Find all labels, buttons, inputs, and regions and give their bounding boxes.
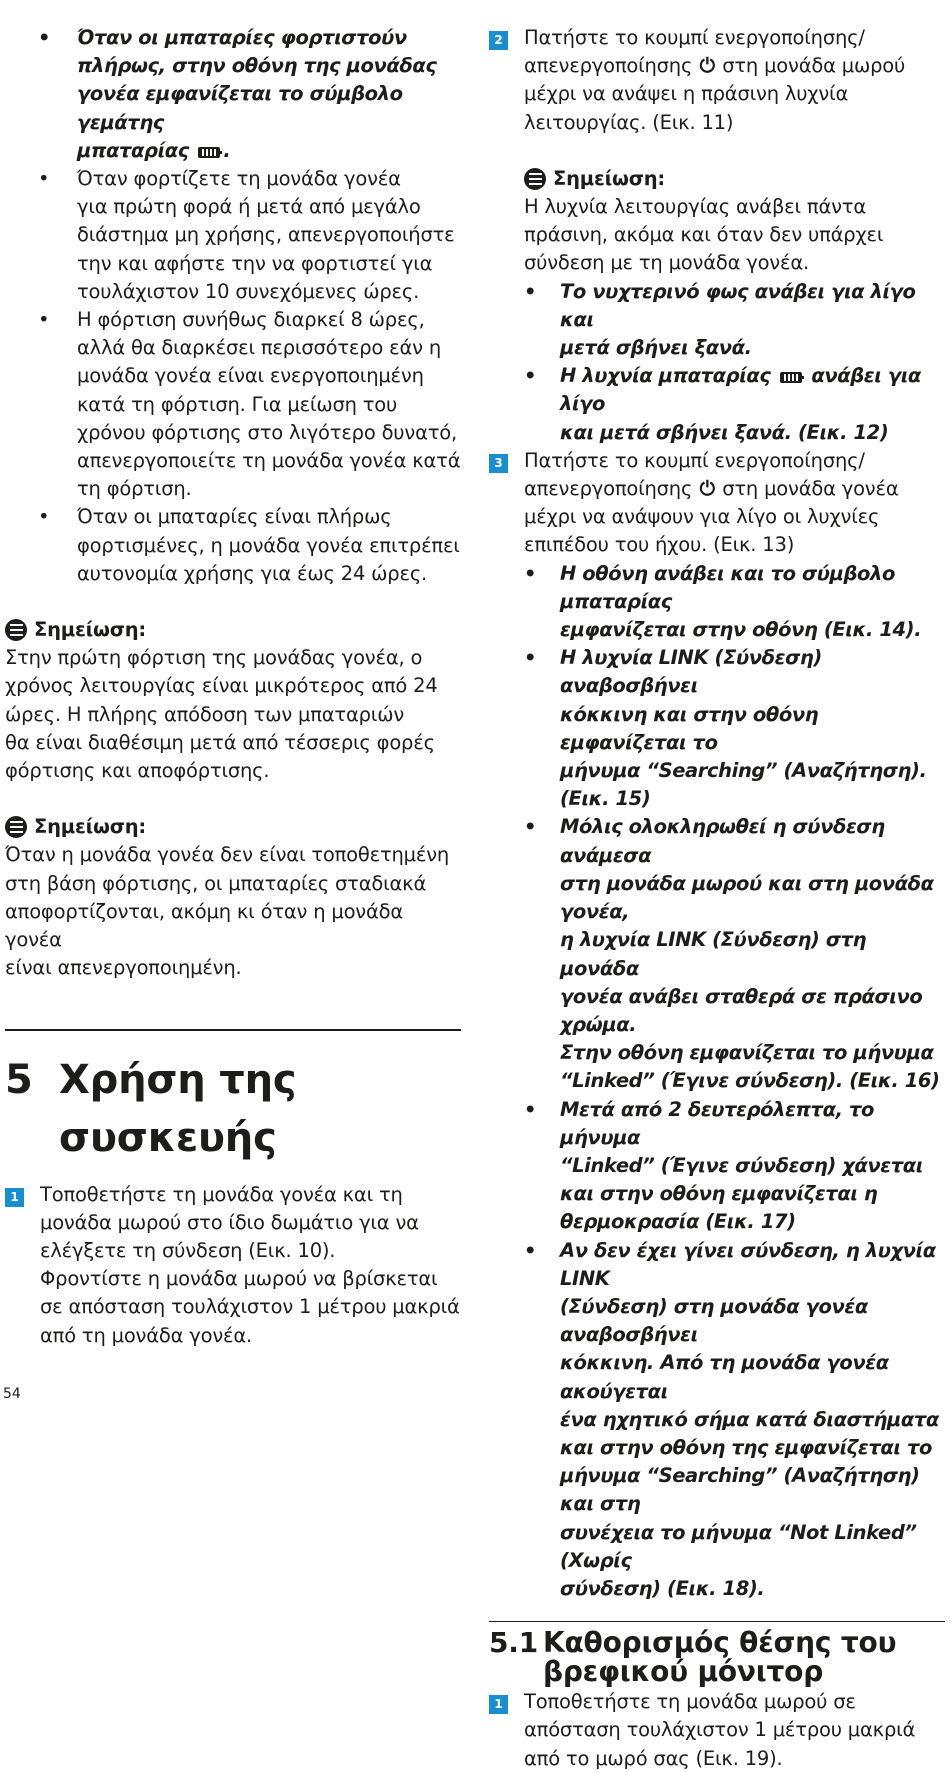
battery-icon [780, 372, 802, 383]
text-line: απενεργοποιείτε τη μονάδα γονέα κατά [77, 449, 461, 473]
note-heading: Σημείωση: [5, 813, 461, 841]
section-number: 5.1 [489, 1626, 539, 1660]
text-line: Η λυχνία λειτουργίας ανάβει πάντα [524, 195, 867, 219]
text-line: γονέα εμφανίζεται το σύμβολο γεμάτης [77, 82, 403, 134]
text-line: συνέχεια το μήνυμα “Not Linked” (Χωρίς [560, 1520, 917, 1572]
left-column [5, 24, 461, 1350]
text-line: ελέγξετε τη σύνδεση (Εικ. 10). [40, 1238, 336, 1262]
text-line: ώρες. Η πλήρης απόδοση των μπαταριών [5, 702, 405, 726]
bullet-item [489, 560, 945, 645]
bullet-item [5, 503, 461, 588]
bullet-item [489, 1096, 945, 1237]
text-line: στη βάση φόρτισης, οι μπαταρίες σταδιακά [5, 871, 427, 895]
text-line: αυτονομία χρήσης για έως 24 ώρες. [77, 561, 428, 585]
text-line: και στην οθόνη εμφανίζεται η [560, 1182, 878, 1206]
text-line: μέχρι να ανάψει η πράσινη λυχνία [524, 82, 849, 106]
text-line: • Όταν οι μπαταρίες είναι πλήρως [77, 505, 392, 529]
text-line: σύνδεση με τη μονάδα γονέα. [524, 251, 809, 275]
text-line: πλήρως, στην οθόνη της μονάδας [77, 54, 437, 78]
note-icon [524, 168, 546, 190]
step-1 [5, 1181, 461, 1350]
text-line: μονάδα μωρού στο ίδιο δωμάτιο για να [40, 1210, 419, 1234]
text-line: • Μετά από 2 δευτερόλεπτα, το μήνυμα [560, 1097, 875, 1149]
chapter-number: 5 [5, 1056, 33, 1103]
text-line: χρόνου φόρτισης στο λιγότερο δυνατό, [77, 420, 458, 444]
step-2 [489, 24, 945, 137]
text-line: σύνδεση) (Εικ. 18). [560, 1576, 765, 1600]
step-number-badge: 1 [489, 1695, 508, 1714]
text-line: Τοποθετήστε τη μονάδα γονέα και τη [40, 1182, 403, 1206]
text-line: Πατήστε το κουμπί ενεργοποίησης/ [524, 448, 865, 472]
power-icon: ⏻ [699, 477, 715, 501]
text-line: και στην οθόνη της εμφανίζεται το [560, 1435, 933, 1459]
bullet-item [489, 644, 945, 813]
text-line: απόσταση τουλάχιστον 1 μέτρου μακριά [524, 1718, 916, 1742]
text-line: • Το νυχτερινό φως ανάβει για λίγο και [560, 279, 916, 331]
text-line: μπαταρίας . [77, 138, 231, 162]
battery-full-icon [198, 147, 220, 158]
text-line: • Η λυχνία μπαταρίας ανάβει για λίγο [560, 364, 921, 416]
text-line: μετά σβήνει ξανά. [560, 336, 752, 360]
text-line: στη μονάδα μωρού και στη μονάδα γονέα, [560, 871, 934, 924]
note-block [489, 165, 945, 278]
text-line: τουλάχιστον 10 συνεχόμενες ώρες. [77, 279, 420, 303]
bullet-item [5, 165, 461, 306]
text-line: • Μόλις ολοκληρωθεί η σύνδεση ανάμεσα [560, 815, 885, 867]
text-line: Τοποθετήστε τη μονάδα μωρού σε [524, 1690, 856, 1714]
section-step-1 [489, 1688, 945, 1773]
text-line: • Όταν οι μπαταρίες φορτιστούν [77, 26, 407, 49]
text-line: γονέα ανάβει σταθερά σε πράσινο χρώμα. [560, 984, 923, 1036]
step-number-badge: 1 [5, 1188, 24, 1207]
text-line: μέχρι να ανάψουν για λίγο οι λυχνίες [524, 505, 880, 529]
note-body [5, 644, 461, 785]
page-number: 54 [3, 1386, 21, 1402]
text-line: • Όταν φορτίζετε τη μονάδα γονέα [77, 167, 401, 191]
text-line: μήνυμα “Searching” (Αναζήτηση) και στη [560, 1464, 920, 1516]
text-line: φορτισμένες, η μονάδα γονέα επιτρέπει [77, 533, 460, 557]
text-line: κατά τη φόρτιση. Για μείωση του [77, 392, 398, 416]
text-line: ένα ηχητικό σήμα κατά διαστήματα [560, 1407, 939, 1431]
text-line: κόκκινη και στην οθόνη εμφανίζεται το [560, 702, 819, 754]
bullet-item [489, 1237, 945, 1604]
text-line: κόκκινη. Από τη μονάδα γονέα ακούγεται [560, 1351, 889, 1403]
text-line: εμφανίζεται στην οθόνη (Εικ. 14). [560, 618, 922, 642]
section-title: Καθορισμός θέσης του βρεφικού μόνιτορ [543, 1626, 897, 1689]
section-heading [489, 1626, 945, 1689]
text-line: σε απόσταση τουλάχιστον 1 μέτρου μακριά [40, 1295, 460, 1319]
text-line: “Linked” (Έγινε σύνδεση) χάνεται [560, 1153, 923, 1177]
text-line: λειτουργίας. (Εικ. 11) [524, 110, 734, 134]
text-line: φόρτισης και αποφόρτισης. [5, 759, 270, 783]
text-line: είναι απενεργοποιημένη. [5, 956, 242, 980]
text-line: Φροντίστε η μονάδα μωρού να βρίσκεται [40, 1267, 438, 1291]
text-line: η λυχνία LINK (Σύνδεση) στη μονάδα [560, 928, 867, 980]
text-line: αλλά θα διαρκέσει περισσότερο εάν η [77, 336, 441, 360]
power-icon: ⏻ [699, 54, 715, 78]
bullet-item [489, 278, 945, 363]
text-line: αποφορτίζονται, ακόμη κι όταν η μονάδα γονέα [5, 899, 404, 952]
text-line: απενεργοποίησης ⏻ στη μονάδα γονέα [524, 475, 945, 503]
text-line: • Η λυχνία LINK (Σύνδεση) αναβοσβήνει [560, 646, 822, 698]
text-line: απενεργοποίησης ⏻ στη μονάδα μωρού [524, 52, 945, 80]
text-line: Στην οθόνη εμφανίζεται το μήνυμα [560, 1041, 934, 1065]
text-line: πράσινη, ακόμα και όταν δεν υπάρχει [524, 223, 884, 247]
text-line: Στην πρώτη φόρτιση της μονάδας γονέα, ο [5, 646, 423, 670]
text-line: • Η οθόνη ανάβει και το σύμβολο μπαταρίας [560, 561, 895, 613]
text-line: • Η φόρτιση συνήθως διαρκεί 8 ώρες, [77, 308, 425, 332]
text-line: την και αφήστε την να φορτιστεί για [77, 251, 433, 275]
bullet-item [489, 813, 945, 1095]
text-line: (Σύνδεση) στη μονάδα γονέα αναβοσβήνει [560, 1294, 868, 1347]
text-line: θερμοκρασία (Εικ. 17) [560, 1210, 796, 1234]
chapter-title: Χρήση της συσκευής [59, 1056, 297, 1161]
text-line: “Linked” (Έγινε σύνδεση). (Εικ. 16) [560, 1069, 940, 1093]
text-line: θα είναι διαθέσιμη μετά από τέσσερις φορές [5, 730, 435, 754]
note-body [5, 841, 461, 982]
bullet-item [5, 306, 461, 503]
text-line: και μετά σβήνει ξανά. (Εικ. 12) [560, 420, 889, 444]
text-line: επιπέδου του ήχου. (Εικ. 13) [524, 533, 795, 557]
text-line: Πατήστε το κουμπί ενεργοποίησης/ [524, 26, 865, 49]
text-line: μήνυμα “Searching” (Αναζήτηση). (Εικ. 15) [560, 759, 927, 811]
text-line: Όταν η μονάδα γονέα δεν είναι τοποθετημένη [5, 843, 450, 867]
bullet-item [489, 362, 945, 447]
step-3 [489, 447, 945, 560]
chapter-heading [5, 1051, 461, 1167]
text-line: τη φόρτιση. [77, 477, 192, 501]
text-line: • Αν δεν έχει γίνει σύνδεση, η λυχνία LINK [560, 1238, 936, 1290]
step-number-badge: 2 [489, 31, 508, 50]
bullet-item [5, 24, 461, 165]
step-number-badge: 3 [489, 454, 508, 473]
note-heading: Σημείωση: [524, 165, 945, 193]
note-icon [5, 816, 27, 838]
section-divider [489, 1621, 945, 1622]
text-line: διάστημα μη χρήσης, απενεργοποιήστε [77, 223, 455, 247]
chapter-divider [5, 1029, 461, 1031]
text-line: για πρώτη φορά ή μετά από μεγάλο [77, 195, 421, 219]
text-line: μονάδα γονέα είναι ενεργοποιημένη [77, 364, 424, 388]
note-icon [5, 619, 27, 641]
text-line: χρόνος λειτουργίας είναι μικρότερος από 24 [5, 674, 438, 698]
text-line: από τη μονάδα γονέα. [40, 1323, 253, 1347]
right-column [489, 24, 945, 1773]
note-heading: Σημείωση: [5, 616, 461, 644]
text-line: από το μωρό σας (Εικ. 19). [524, 1746, 783, 1770]
